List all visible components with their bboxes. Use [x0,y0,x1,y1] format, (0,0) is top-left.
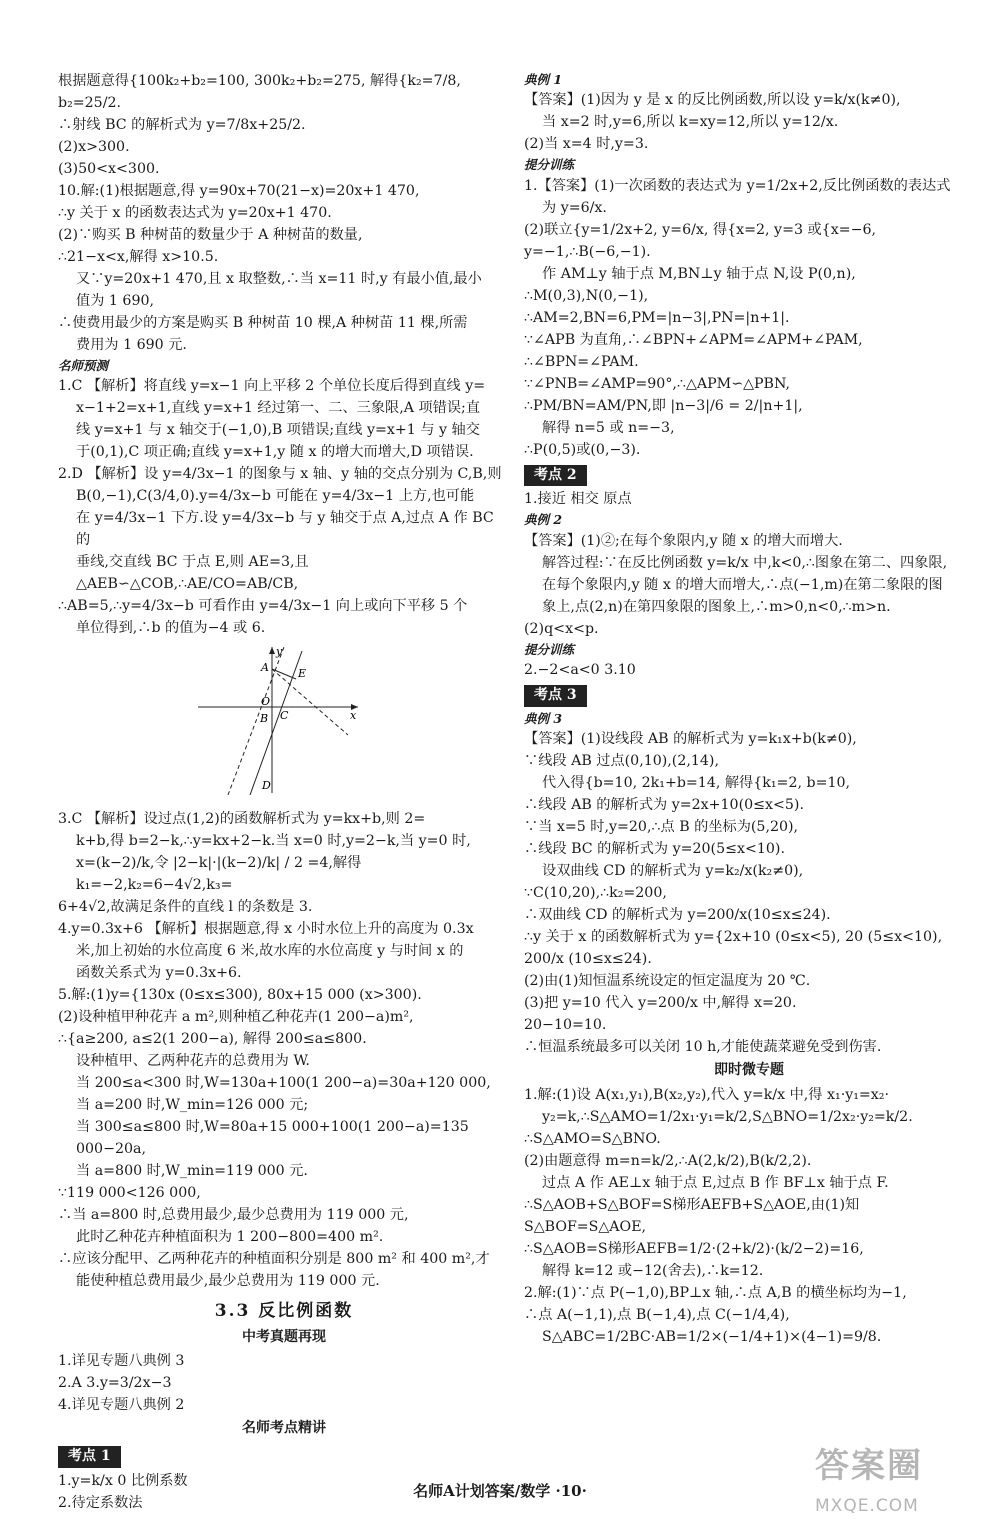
text-line: 在 y=4/3x−1 下方.设 y=4/3x−b 与 y 轴交于点 A,过点 A 作 BC 的 [76,510,499,549]
right-block-c [524,488,974,510]
text-line: 解得 k=12 或−12(舍去),∴k=12. [542,1262,764,1279]
text-line: (3)把 y=10 代入 y=200/x 中,解得 x=20. [524,995,797,1012]
text-line: 代入得{b=10, 2k₁+b=14, 解得{k₁=2, b=10, [542,775,851,792]
text-line: 1.解:(1)设 A(x₁,y₁),B(x₂,y₂),代入 y=k/x 中,得 x₁·y₁=x₂· [524,1086,889,1103]
text-line: B(0,−1),C(3/4,0).y=4/3x−b 可能在 y=4/3x−1 上方,也可能 [76,488,475,505]
text-line: (2)x>300. [58,139,130,155]
text-line: (2)设种植甲种花卉 a m²,则种植乙种花卉(1 200−a)m², [58,1009,414,1026]
badge-kaodian-1: 考点 1 [58,1446,121,1468]
text-line: 单位得到,∴b 的值为−4 或 6. [76,620,266,637]
text-line: 1.【答案】(1)一次函数的表达式为 y=1/2x+2,反比例函数的表达式 [524,177,951,194]
text-line: 为 y=6/x. [542,199,607,216]
text-line: ∴使费用最少的方案是购买 B 种树苗 10 棵,A 种树苗 11 棵,所需 [58,315,468,331]
text-line: ∴射线 BC 的解析式为 y=7/8x+25/2. [58,117,306,133]
text-line: y₂=k,∴S△AMO=1/2x₁·y₁=k/2,S△BNO=1/2x₂·y₂=k/2. [542,1108,913,1125]
text-line: x=(k−2)/k,令 |2−k|·|(k−2)/k| / 2 =4,解得 k₁=−2,k₂=6−4√2,k₃= [76,855,366,894]
left-block-a [58,70,510,356]
text-line: 2.A 3.y=3/2x−3 [58,1375,172,1392]
text-line: 当 a=200 时,W_min=126 000 元; [76,1097,309,1114]
text-line: ∴点 A(−1,1),点 B(−1,4),点 C(−1/4,4), [524,1306,790,1323]
text-line: (2)由题意得 m=n=k/2,∴A(2,k/2),B(k/2,2). [524,1152,812,1169]
text-line: 能使种植总费用最少,最少总费用为 119 000 元. [76,1273,380,1290]
subtitle-micro: 即时微专题 [714,1062,784,1079]
text-line: 设双曲线 CD 的解析式为 y=k₂/x(k₂≠0), [542,863,804,880]
text-line: 过点 A 作 AE⊥x 轴于点 E,过点 B 作 BF⊥x 轴于点 F. [542,1174,889,1191]
text-line: 2.解:(1)∵点 P(−1,0),BP⊥x 轴,∴点 A,B 的横坐标均为−1, [524,1284,907,1301]
text-line: ∴当 a=800 时,总费用最少,最少总费用为 119 000 元, [58,1207,409,1224]
text-line: k+b,得 b=2−k,∴y=kx+2−k.当 x=0 时,y=2−k,当 y=0 时, [76,833,471,850]
svg-text:O: O [261,695,271,709]
text-line: ∴恒温系统最多可以关闭 10 h,才能使蔬菜避免受到伤害. [524,1039,882,1056]
svg-text:x: x [350,709,357,723]
svg-text:y: y [276,645,283,659]
text-line: ∴AM=2,BN=6,PM=|n−3|,PN=|n+1|. [524,309,790,326]
text-line: (2)∵购买 B 种树苗的数量少于 A 种树苗的数量, [58,227,363,243]
text-line: 1.C 【解析】将直线 y=x−1 向上平移 2 个单位长度后得到直线 y= [58,378,486,395]
text-line: S△ABC=1/2BC·AB=1/2×(−1/4+1)×(4−1)=9/8. [542,1328,882,1345]
text-line: ∴双曲线 CD 的解析式为 y=200/x(10≤x≤24). [524,907,831,924]
svg-text:C: C [280,709,289,723]
text-line: 2.待定系数法 [58,1494,143,1511]
left-block-c [58,808,510,1292]
text-line: 20−10=10. [524,1017,607,1034]
text-line: ∵∠APB 为直角,∴∠BPN+∠APM=∠APM+∠PAM, [524,331,863,348]
text-line: 4.y=0.3x+6 【解析】根据题意,得 x 小时水位上升的高度为 0.3x [58,921,474,938]
watermark-logo: 答案圈 MXQE.COM [815,1446,923,1516]
text-line: 1.接近 相交 原点 [524,491,632,508]
text-line: 1.y=k/x 0 比例系数 [58,1472,188,1489]
text-line: ∵线段 AB 过点(0,10),(2,14), [524,753,719,770]
heading-example-3: 典例 3 [524,710,563,726]
text-line: 2.D 【解析】设 y=4/3x−1 的图象与 x 轴、y 轴的交点分别为 C,B,则 [58,466,502,483]
text-line: 解答过程:∵在反比例函数 y=k/x 中,k<0,∴图象在第二、四象限, [542,554,948,571]
right-block-d [524,530,974,640]
text-line: ∴AB=5,∴y=4/3x−b 可看作由 y=4/3x−1 向上或向下平移 5 个 [58,598,468,615]
text-line: ∴应该分配甲、乙两种花卉的种植面积分别是 800 m² 和 400 m²,才 [58,1251,490,1268]
text-line: ∴线段 BC 的解析式为 y=20(5≤x<10). [524,841,785,858]
text-line: 费用为 1 690 元. [76,337,187,353]
text-line: 函数关系式为 y=0.3x+6. [76,965,242,982]
text-line: ∴S△AOB=S梯形AEFB=1/2·(2+k/2)·(k/2−2)=16, [524,1240,864,1257]
left-column [58,70,510,1514]
text-line: ∴M(0,3),N(0,−1), [524,287,649,304]
text-line: 当 300≤a≤800 时,W=80a+15 000+100(1 200−a)=135 000−20a, [76,1119,474,1158]
right-block-e [524,659,974,681]
svg-text:E: E [298,667,307,681]
right-block-f [524,728,974,1058]
left-block-b [58,375,510,639]
text-line: 4.详见专题八典例 2 [58,1397,185,1414]
text-line: ∵当 x=5 时,y=20,∴点 B 的坐标为(5,20), [524,819,799,836]
heading-training-2: 提分训练 [524,641,575,657]
text-line: 当 a=800 时,W_min=119 000 元. [76,1163,308,1180]
text-line: ∴y 关于 x 的函数表达式为 y=20x+1 470. [58,205,332,221]
text-line: 1.详见专题八典例 3 [58,1353,185,1370]
text-line: ∴{a≥200, a≤2(1 200−a), 解得 200≤a≤800. [58,1031,367,1048]
text-line: 6+4√2,故满足条件的直线 l 的条数是 3. [58,899,313,916]
heading-example-2: 典例 2 [524,512,563,528]
text-line: 【答案】(1)设线段 AB 的解析式为 y=k₁x+b(k≠0), [524,731,857,748]
text-line: 作 AM⊥y 轴于点 M,BN⊥y 轴于点 N,设 P(0,n), [542,265,856,282]
badge-kaodian-3: 考点 3 [524,685,587,707]
heading-training-1: 提分训练 [524,157,575,173]
text-line: 又∵y=20x+1 470,且 x 取整数,∴当 x=11 时,y 有最小值,最小 [76,271,482,287]
text-line: ∴S△AOB+S△BOF=S梯形AEFB+S△AOE,由(1)知 S△BOF=S△AOE, [524,1196,864,1235]
text-line: 2.−2<a<0 3.10 [524,662,636,679]
text-line: 5.解:(1)y={130x (0≤x≤300), 80x+15 000 (x>300). [58,987,422,1004]
page-footer: 名师A计划答案/数学 ·10· [413,1482,587,1500]
text-line: 【答案】(1)②;在每个象限内,y 随 x 的增大而增大. [524,532,843,549]
text-line: ∴PM/BN=AM/PN,即 |n−3|/6 = 2/|n+1|, [524,397,803,414]
right-block-a [524,89,974,155]
text-line: (2)联立{y=1/2x+2, y=6/x, 得{x=2, y=3 或{x=−6, y=−1,∴B(−6,−1). [524,221,881,260]
text-line: ∴P(0,5)或(0,−3). [524,441,641,458]
text-line: (3)50<x<300. [58,161,160,177]
text-line: x−1+2=x+1,直线 y=x+1 经过第一、二、三象限,A 项错误;直 [76,400,481,417]
text-line: ∴S△AMO=S△BNO. [524,1130,661,1147]
heading-example-1: 典例 1 [524,72,563,87]
text-line: 设种植甲、乙两种花卉的总费用为 W. [76,1053,310,1070]
text-line: 象上,点(2,n)在第四象限的图象上,∴m>0,n<0,∴m>n. [542,598,891,615]
text-line: 3.C 【解析】设过点(1,2)的函数解析式为 y=kx+b,则 2= [58,811,426,828]
text-line: ∴线段 AB 的解析式为 y=2x+10(0≤x<5). [524,797,804,814]
right-block-b [524,175,974,461]
text-line: (2)由(1)知恒温系统设定的恒定温度为 20 ℃. [524,973,811,990]
coordinate-figure [198,645,510,802]
text-line: ∴21−x<x,解得 x>10.5. [58,249,219,265]
svg-text:A: A [261,661,269,675]
text-line: ∴y 关于 x 的函数解析式为 y={2x+10 (0≤x<5), 20 (5≤x<10), 200/x (10≤x≤24). [524,929,947,968]
text-line: 此时乙种花卉种植面积为 1 200−800=400 m². [76,1229,384,1246]
text-line: 在每个象限内,y 随 x 的增大而增大,∴点(−1,m)在第二象限的图 [542,576,943,593]
text-line: ∴∠BPN=∠PAM. [524,353,639,370]
text-line: 于(0,1),C 项正确;直线 y=x+1,y 随 x 的增大而增大,D 项错误. [76,444,474,461]
badge-kaodian-2: 考点 2 [524,465,587,487]
heading-predict: 名师预测 [58,358,109,373]
text-line: (2)当 x=4 时,y=3. [524,136,649,153]
text-line: 解得 n=5 或 n=−3, [542,419,675,436]
text-line: 米,加上初始的水位高度 6 米,故水库的水位高度 y 与时间 x 的 [76,943,464,960]
text-line: 10.解:(1)根据题意,得 y=90x+70(21−x)=20x+1 470, [58,183,420,199]
subtitle-points: 名师考点精讲 [242,1420,326,1437]
text-line: 【答案】(1)因为 y 是 x 的反比例函数,所以设 y=k/x(k≠0), [524,92,901,109]
right-block-g [524,1084,974,1348]
text-line: 当 200≤a<300 时,W=130a+100(1 200−a)=30a+120 000, [76,1075,491,1092]
left-block-d [58,1350,510,1416]
text-line: 线 y=x+1 与 x 轴交于(−1,0),B 项错误;直线 y=x+1 与 y 轴交 [76,422,480,439]
text-line: ∵∠PNB=∠AMP=90°,∴△APM∽△PBN, [524,375,790,392]
text-line: 值为 1 690, [76,293,155,309]
text-line: (2)q<x<p. [524,620,599,637]
text-line: 当 x=2 时,y=6,所以 k=xy=12,所以 y=12/x. [542,114,839,131]
text-line: ∵C(10,20),∴k₂=200, [524,885,667,902]
svg-text:B: B [260,712,269,726]
section-title: 3.3 反比例函数 [214,1301,354,1322]
subtitle-exam: 中考真题再现 [242,1328,326,1345]
text-line: 垂线,交直线 BC 于点 E,则 AE=3,且△AEB∽△COB,∴AE/CO=AB/CB, [76,554,309,593]
text-line: ∵119 000<126 000, [58,1185,201,1202]
line-graph [198,645,368,795]
text-line: 根据题意得{100k₂+b₂=100, 300k₂+b₂=275, 解得{k₂=7/8, b₂=25/2. [58,73,466,111]
right-column [524,70,974,1348]
svg-text:D: D [262,779,271,793]
